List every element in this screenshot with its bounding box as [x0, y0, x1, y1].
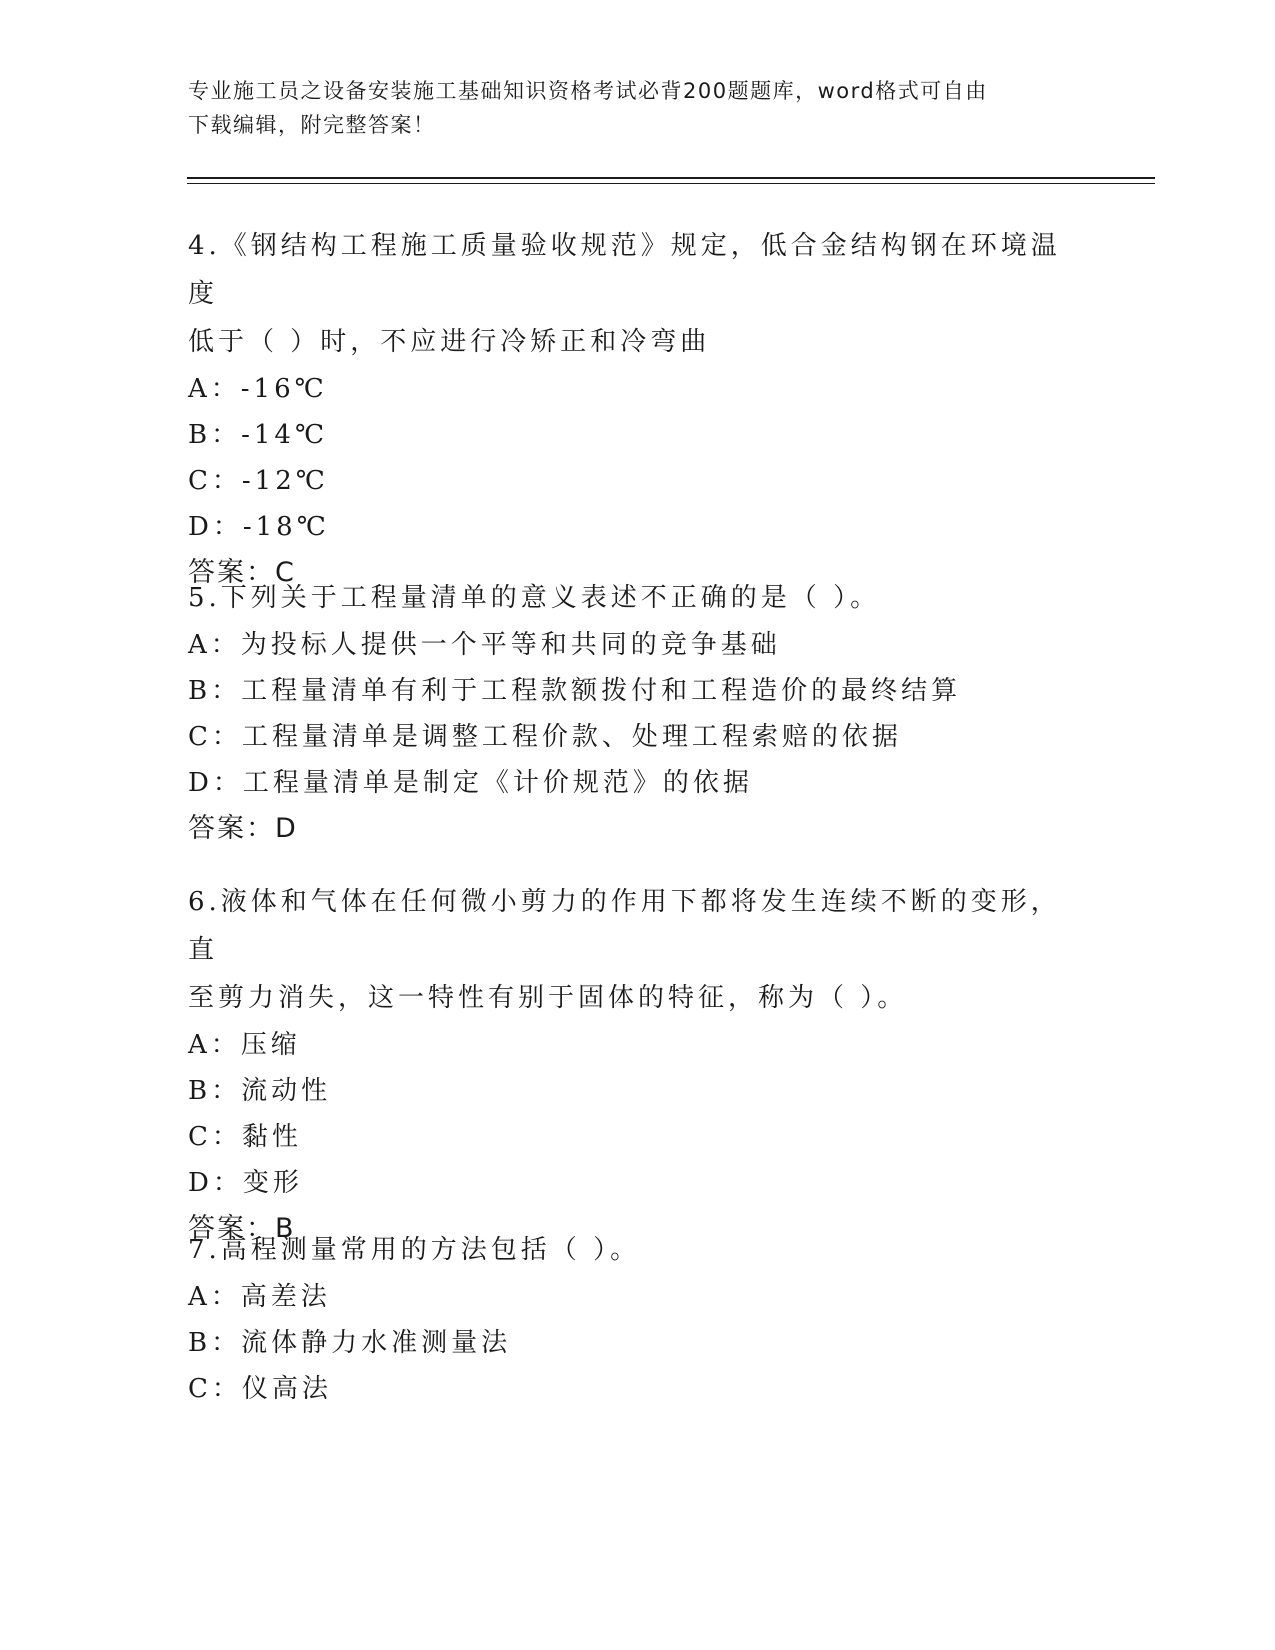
option-b: B：流动性 [188, 1076, 332, 1106]
option-d: D：变形 [188, 1168, 303, 1198]
header-title-line-2: 下载编辑，附完整答案！ [188, 113, 436, 137]
option-a: A：压缩 [188, 1030, 301, 1060]
option-c: C：工程量清单是调整工程价款、处理工程索赔的依据 [188, 722, 902, 752]
option-c: C：仪高法 [188, 1374, 332, 1404]
option-c: C：-12℃ [188, 466, 329, 496]
header-divider-thin [187, 183, 1155, 184]
document-header [188, 74, 1088, 142]
question-7 [188, 1226, 1088, 1412]
option-a: A：-16℃ [188, 374, 328, 404]
question-stem-line: 6.液体和气体在任何微小剪力的作用下都将发生连续不断的变形，直 [188, 887, 1061, 965]
option-b: B：工程量清单有利于工程款额拨付和工程造价的最终结算 [188, 676, 962, 706]
option-d: D：-18℃ [188, 512, 330, 542]
option-d: D：工程量清单是制定《计价规范》的依据 [188, 768, 753, 798]
option-a: A：为投标人提供一个平等和共同的竞争基础 [188, 630, 781, 660]
question-stem-line: 4.《钢结构工程施工质量验收规范》规定，低合金结构钢在环境温度 [188, 231, 1061, 309]
question-5 [188, 574, 1088, 852]
question-stem-line: 低于（ ）时，不应进行冷矫正和冷弯曲 [188, 327, 711, 357]
header-title-line-1: 专业施工员之设备安装施工基础知识资格考试必背200题题库，word格式可自由 [188, 79, 988, 103]
question-stem-line: 至剪力消失，这一特性有别于固体的特征，称为（ ）。 [188, 983, 908, 1013]
question-stem-line: 5.下列关于工程量清单的意义表述不正确的是（ ）。 [188, 583, 881, 613]
option-b: B：-14℃ [188, 420, 329, 450]
answer: 答案：B [188, 1213, 296, 1244]
header-divider-thick [187, 177, 1155, 179]
question-6 [188, 878, 1088, 1252]
option-c: C：黏性 [188, 1122, 302, 1152]
question-stem-line: 7.高程测量常用的方法包括（ ）。 [188, 1235, 641, 1265]
answer: 答案：D [188, 813, 298, 844]
option-b: B：流体静力水准测量法 [188, 1328, 512, 1358]
answer: 答案：C [188, 557, 296, 588]
option-a: A：高差法 [188, 1282, 331, 1312]
question-4 [188, 222, 1088, 596]
